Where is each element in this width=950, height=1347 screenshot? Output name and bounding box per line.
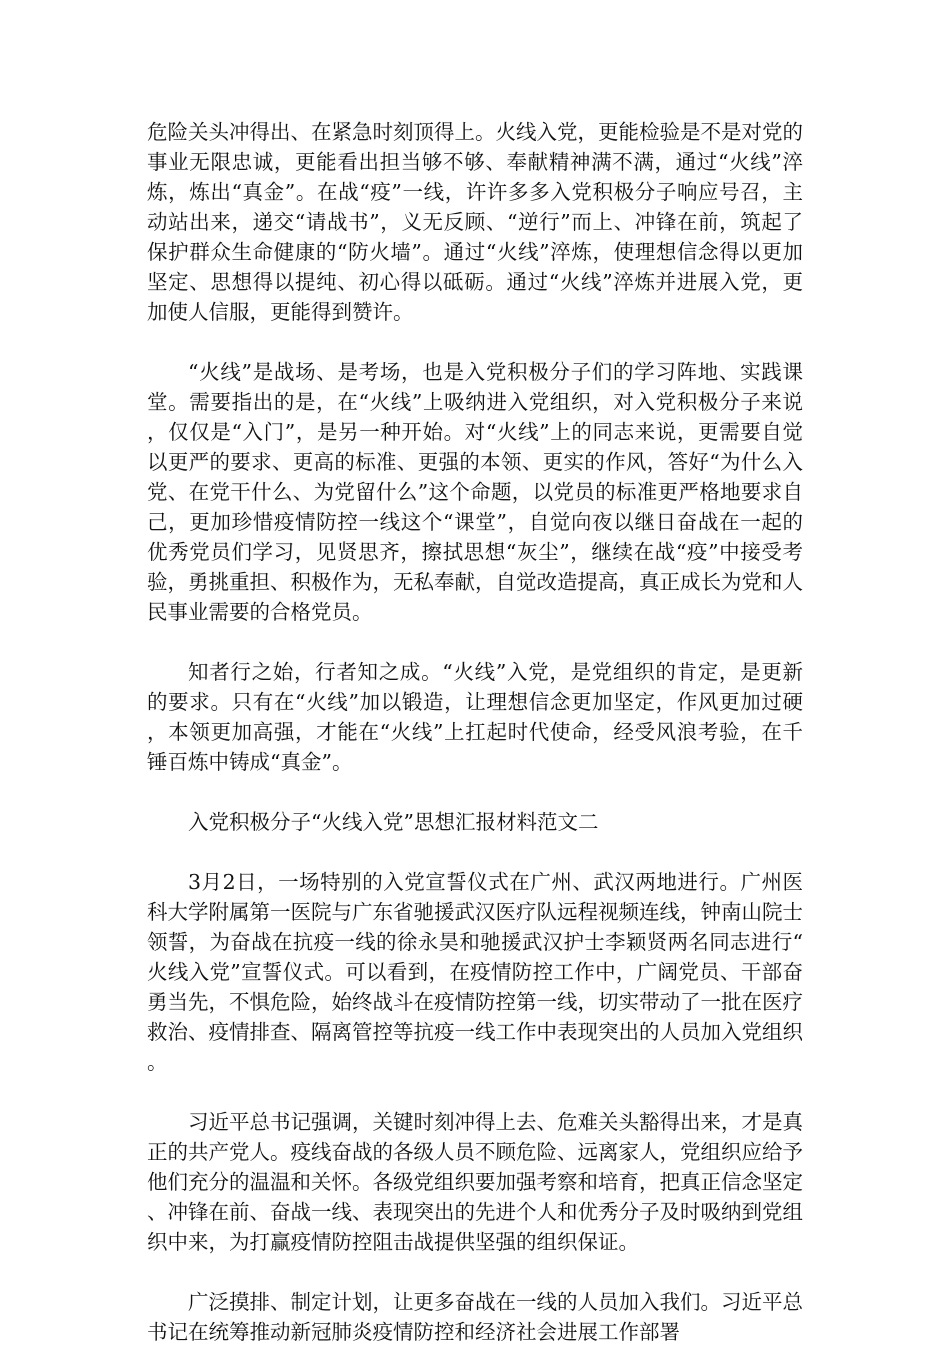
document-page — [147, 117, 803, 1347]
section-title: 入党积极分子“火线入党”思想汇报材料范文二 — [188, 810, 599, 834]
paragraph-4: 3月2日，一场特别的入党宣誓仪式在广州、武汉两地进行。广州医科大学附属第一医院与广东省驰援武汉医疗队远程视频连线，钟南山院士领誓，为奋战在抗疫一线的徐永昊和驰援武汉护士李颖贤两名同志进行“火线入党”宣誓仪式。可以看到，在疫情防控工作中，广阔党员、干部奋勇当先，不惧危险，始终战斗在疫情防控第一线，切实带动了一批在医疗救治、疫情排查、隔离管控等抗疫一线工作中表现突出的人员加入党组织。 — [147, 870, 803, 1074]
paragraph-6: 广泛摸排、制定计划，让更多奋战在一线的人员加入我们。习近平总书记在统筹推动新冠肺炎疫情防控和经济社会进展工作部署 — [147, 1290, 803, 1344]
paragraph-5: 习近平总书记强调，关键时刻冲得上去、危难关头豁得出来，才是真正的共产党人。疫线奋战的各级人员不顾危险、远离家人，党组织应给予他们充分的温温和关怀。各级党组织要加强考察和培育，把真正信念坚定、冲锋在前、奋战一线、表现突出的先进个人和优秀分子及时吸纳到党组织中来，为打赢疫情防控阻击战提供坚强的组织保证。 — [147, 1110, 803, 1254]
paragraph-2: “火线”是战场、是考场，也是入党积极分子们的学习阵地、实践课堂。需要指出的是，在“火线”上吸纳进入党组织，对入党积极分子来说，仅仅是“入门”，是另一种开始。对“火线”上的同志来说，更需要自觉以更严的要求、更高的标准、更强的本领、更实的作风，答好“为什么入党、在党干什么、为党留什么”这个命题，以党员的标准更严格地要求自己，更加珍惜疫情防控一线这个“课堂”，自觉向夜以继日奋战在一起的优秀党员们学习，见贤思齐，擦拭思想“灰尘”，继续在战“疫”中接受考验，勇挑重担、积极作为，无私奉献，自觉改造提高，真正成长为党和人民事业需要的合格党员。 — [147, 360, 803, 624]
paragraph-1: 危险关头冲得出、在紧急时刻顶得上。火线入党，更能检验是不是对党的事业无限忠诚，更能看出担当够不够、奉献精神满不满，通过“火线”淬炼，炼出“真金”。在战“疫”一线，许许多多入党积极分子响应号召，主动站出来，递交“请战书”，义无反顾、“逆行”而上、冲锋在前，筑起了保护群众生命健康的“防火墙”。通过“火线”淬炼，使理想信念得以更加坚定、思想得以提纯、初心得以砥砺。通过“火线”淬炼并进展入党，更加使人信服，更能得到赞许。 — [147, 120, 803, 324]
paragraph-3: 知者行之始，行者知之成。“火线”入党，是党组织的肯定，是更新的要求。只有在“火线”加以锻造，让理想信念更加坚定，作风更加过硬，本领更加高强，才能在“火线”上扛起时代使命，经受风浪考验，在千锤百炼中铸成“真金”。 — [147, 660, 803, 774]
